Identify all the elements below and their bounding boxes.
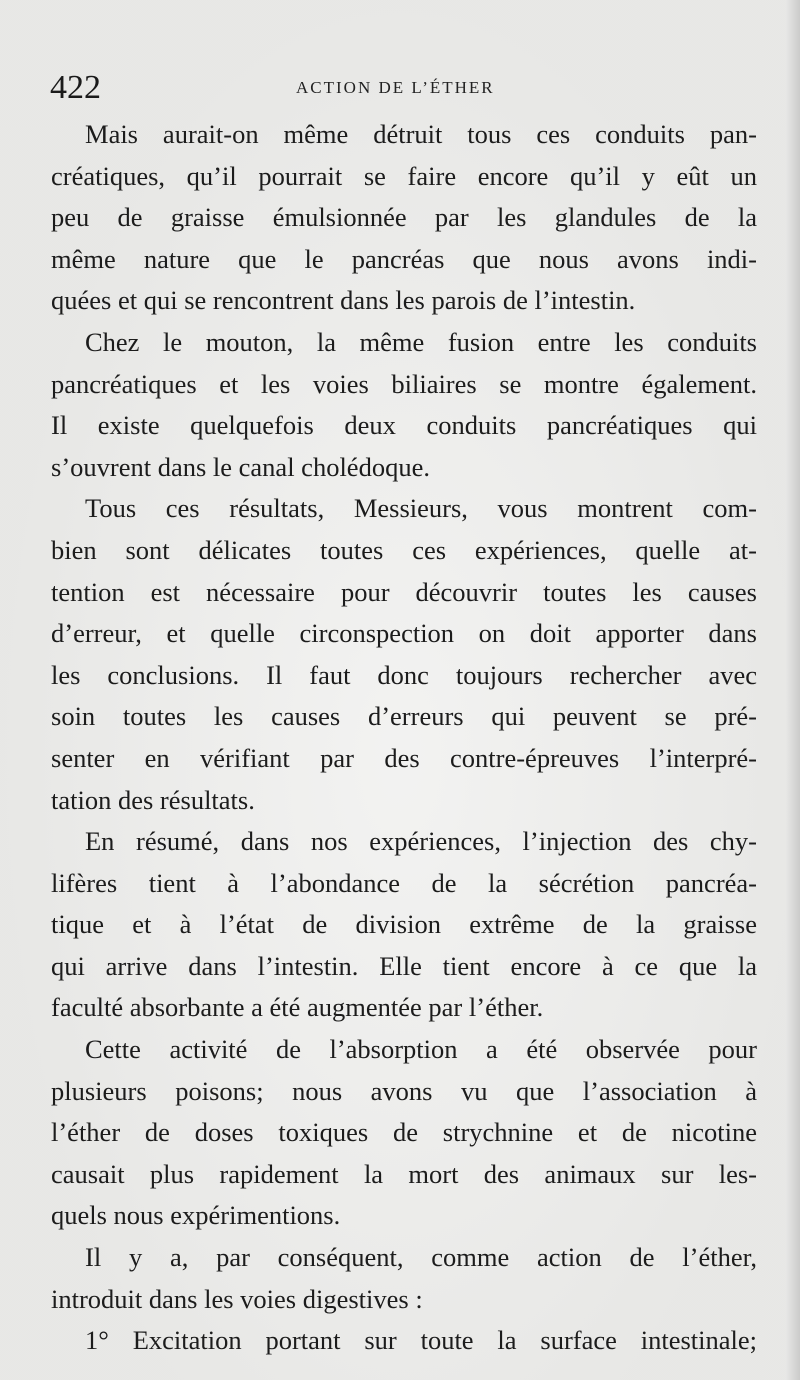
text-line: Tous ces résultats, Messieurs, vous montrent com- <box>85 493 757 524</box>
text-line: lifères tient à l’abondance de la sécrétion pancréa- <box>51 867 757 898</box>
running-head: ACTION DE L’ÉTHER <box>296 78 495 97</box>
text-line: même nature que le pancréas que nous avons indi- <box>51 243 757 274</box>
text-line: peu de graisse émulsionnée par les glandules de la <box>51 202 757 233</box>
text-line: s’ouvrent dans le canal cholédoque. <box>51 451 430 482</box>
text-line: 1° Excitation portant sur toute la surface intestinale; <box>85 1325 757 1356</box>
text-line: pancréatiques et les voies biliaires se montre également. <box>51 368 757 399</box>
text-line: quels nous expérimentions. <box>51 1200 341 1231</box>
text-line: Chez le mouton, la même fusion entre les conduits <box>85 326 757 357</box>
page-edge-shadow <box>786 0 800 1380</box>
text-line: bien sont délicates toutes ces expériences, quelle at- <box>51 534 757 565</box>
text-line: tique et à l’état de division extrême de la graisse <box>51 909 757 940</box>
page-number: 422 <box>50 69 101 106</box>
body-text <box>51 114 757 1362</box>
text-line: soin toutes les causes d’erreurs qui peuvent se pré- <box>51 701 757 732</box>
text-line: plusieurs poisons; nous avons vu que l’association à <box>51 1075 757 1106</box>
text-line: faculté absorbante a été augmentée par l’éther. <box>51 992 544 1023</box>
text-line: Cette activité de l’absorption a été observée pour <box>85 1034 757 1065</box>
text-line: quées et qui se rencontrent dans les parois de l’intestin. <box>51 285 636 316</box>
text-line: introduit dans les voies digestives : <box>51 1283 423 1314</box>
text-line: qui arrive dans l’intestin. Elle tient encore à ce que la <box>51 950 757 981</box>
text-line: En résumé, dans nos expériences, l’injection des chy- <box>85 826 757 857</box>
text-line: tention est nécessaire pour découvrir toutes les causes <box>51 576 757 607</box>
text-line: Il y a, par conséquent, comme action de l’éther, <box>85 1242 757 1273</box>
text-line: les conclusions. Il faut donc toujours rechercher avec <box>51 659 757 690</box>
text-line: d’erreur, et quelle circonspection on doit apporter dans <box>51 618 757 649</box>
text-line: l’éther de doses toxiques de strychnine et de nicotine <box>51 1117 757 1148</box>
text-line: Mais aurait-on même détruit tous ces conduits pan- <box>85 119 757 149</box>
page-header <box>50 68 750 108</box>
text-line: senter en vérifiant par des contre-épreuves l’interpré- <box>51 742 757 773</box>
text-line: causait plus rapidement la mort des animaux sur les- <box>51 1158 757 1189</box>
text-line: créatiques, qu’il pourrait se faire encore qu’il y eût un <box>51 160 757 191</box>
text-line: tation des résultats. <box>51 784 255 815</box>
text-line: Il existe quelquefois deux conduits pancréatiques qui <box>51 410 757 441</box>
